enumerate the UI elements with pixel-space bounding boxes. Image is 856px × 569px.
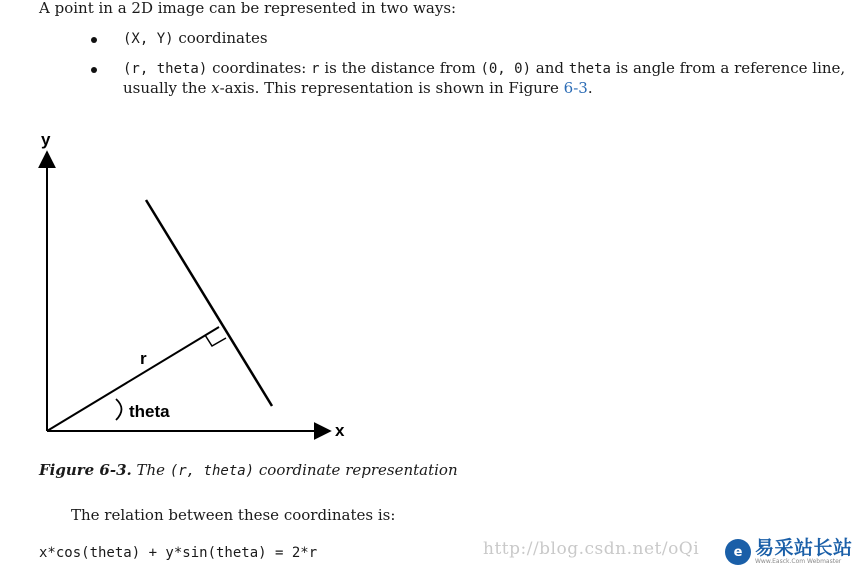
badge-subtitle: Www.Easck.Com Webmaster xyxy=(755,558,842,565)
code-r: r xyxy=(311,61,320,77)
caption-text: The xyxy=(131,461,170,479)
bullet-text: and xyxy=(531,59,569,77)
intro-text: A point in a 2D image can be represented in two ways: xyxy=(39,0,457,17)
e-logo-icon: e xyxy=(725,539,751,565)
caption-code: (r, theta) xyxy=(169,463,255,479)
bullet-text: is the distance from xyxy=(319,59,481,77)
code-origin: (0, 0) xyxy=(480,61,532,77)
theta-label: theta xyxy=(129,402,170,421)
bullet-text: coordinates xyxy=(173,29,268,47)
figure-link[interactable]: 6-3 xyxy=(563,79,588,97)
caption-text: coordinate representation xyxy=(254,461,458,479)
y-axis-label: y xyxy=(41,130,51,149)
bullet-text: usually the xyxy=(123,79,212,97)
reference-line xyxy=(146,200,272,406)
formula-code: x*cos(theta) + y*sin(theta) = 2*r xyxy=(39,545,318,561)
r-label: r xyxy=(140,349,147,368)
watermark-url: http://blog.csdn.net/oQi xyxy=(483,539,700,559)
bullet-text: -axis. This representation is shown in Figure xyxy=(219,79,564,97)
x-axis-label: x xyxy=(335,421,345,440)
figure-number: Figure 6-3. xyxy=(39,461,132,479)
code-theta: theta xyxy=(568,61,611,77)
code-xy: (X, Y) xyxy=(123,31,174,47)
relation-paragraph: The relation between these coordinates is: xyxy=(71,506,396,524)
badge-title: 易采站长站 xyxy=(755,537,853,559)
right-angle-marker xyxy=(205,335,226,346)
bullet-text: . xyxy=(587,79,593,97)
figure-caption xyxy=(39,461,458,479)
italic-x: x xyxy=(211,79,220,97)
code-rtheta: (r, theta) xyxy=(123,61,208,77)
theta-arc xyxy=(116,399,122,420)
site-badge xyxy=(722,535,856,569)
bullet-text: coordinates: xyxy=(207,59,312,77)
bullet-text: is angle from a reference line, xyxy=(610,59,846,77)
